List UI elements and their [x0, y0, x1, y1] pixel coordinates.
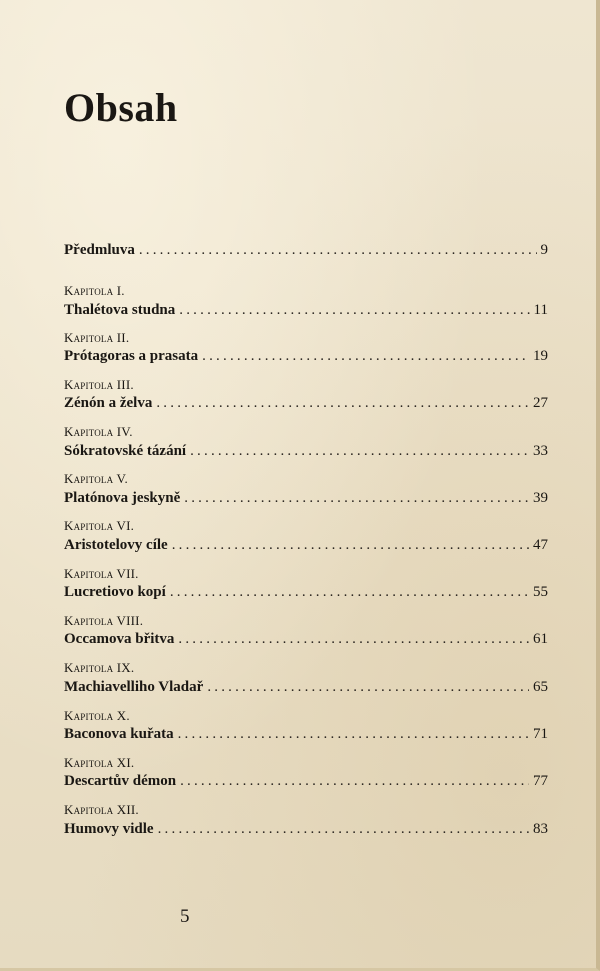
toc-entry — [64, 488, 548, 508]
dot-leader — [170, 582, 529, 602]
toc-page-number: 27 — [533, 395, 548, 411]
toc-entry-title: Aristotelovy cíle — [64, 537, 168, 553]
chapter-label: Kapitola II. — [64, 330, 130, 345]
dot-leader — [158, 819, 529, 839]
toc-page-number: 65 — [533, 679, 548, 695]
toc-entry-title: Sókratovské tázání — [64, 443, 187, 459]
toc-entry-title: Lucretiovo kopí — [64, 584, 166, 600]
toc-page-number: 55 — [533, 584, 548, 600]
chapter-label: Kapitola VII. — [64, 566, 139, 581]
toc-entry-title: Occamova břitva — [64, 631, 175, 647]
toc-page-number: 11 — [533, 302, 548, 318]
chapter-label: Kapitola VI. — [64, 518, 135, 533]
chapter-label: Kapitola III. — [64, 377, 134, 392]
toc-entry — [64, 441, 548, 461]
dot-leader — [139, 240, 537, 260]
toc-page-number: 47 — [533, 537, 548, 553]
toc-entry — [64, 677, 548, 697]
toc-page-number: 19 — [533, 348, 548, 364]
toc-entry — [64, 819, 548, 839]
toc-page-number: 61 — [533, 631, 548, 647]
chapter-label: Kapitola IX. — [64, 660, 135, 675]
toc-entry — [64, 535, 548, 555]
chapter-label: Kapitola I. — [64, 283, 125, 298]
toc-entry — [64, 771, 548, 791]
toc-page-number: 77 — [533, 773, 548, 789]
toc-entry-title: Platónova jeskyně — [64, 490, 181, 506]
toc-page-number: 9 — [540, 242, 548, 258]
dot-leader — [172, 535, 529, 555]
dot-leader — [156, 393, 529, 413]
chapter-label: Kapitola VIII. — [64, 613, 144, 628]
toc-entry-title: Předmluva — [64, 242, 135, 258]
dot-leader — [178, 724, 529, 744]
toc-entry — [64, 300, 548, 320]
toc-page-number: 71 — [533, 726, 548, 742]
chapter-label: Kapitola XII. — [64, 802, 139, 817]
chapter-label: Kapitola X. — [64, 708, 130, 723]
toc-entry — [64, 629, 548, 649]
dot-leader — [180, 771, 529, 791]
toc-entry-title: Thalétova studna — [64, 302, 176, 318]
toc-entry-title: Baconova kuřata — [64, 726, 174, 742]
toc-entry — [64, 393, 548, 413]
toc-entry-title: Machiavelliho Vladař — [64, 679, 204, 695]
dot-leader — [184, 488, 529, 508]
dot-leader — [190, 441, 529, 461]
toc-entry — [64, 346, 548, 366]
toc-entry-preface — [64, 240, 548, 260]
toc-entry-title: Zénón a želva — [64, 395, 153, 411]
toc-page-number: 39 — [533, 490, 548, 506]
toc-entry-title: Humovy vidle — [64, 821, 154, 837]
dot-leader — [178, 629, 529, 649]
chapter-label: Kapitola IV. — [64, 424, 133, 439]
chapter-label: Kapitola XI. — [64, 755, 135, 770]
toc-entry — [64, 582, 548, 602]
page-title: Obsah — [64, 85, 178, 130]
dot-leader — [202, 346, 529, 366]
dot-leader — [179, 300, 529, 320]
toc-page-number: 83 — [533, 821, 548, 837]
toc-entry — [64, 724, 548, 744]
toc-entry-title: Prótagoras a prasata — [64, 348, 199, 364]
toc-entry-title: Descartův démon — [64, 773, 177, 789]
dot-leader — [207, 677, 529, 697]
page-number: 5 — [180, 906, 190, 927]
toc-page-number: 33 — [533, 443, 548, 459]
chapter-label: Kapitola V. — [64, 471, 128, 486]
